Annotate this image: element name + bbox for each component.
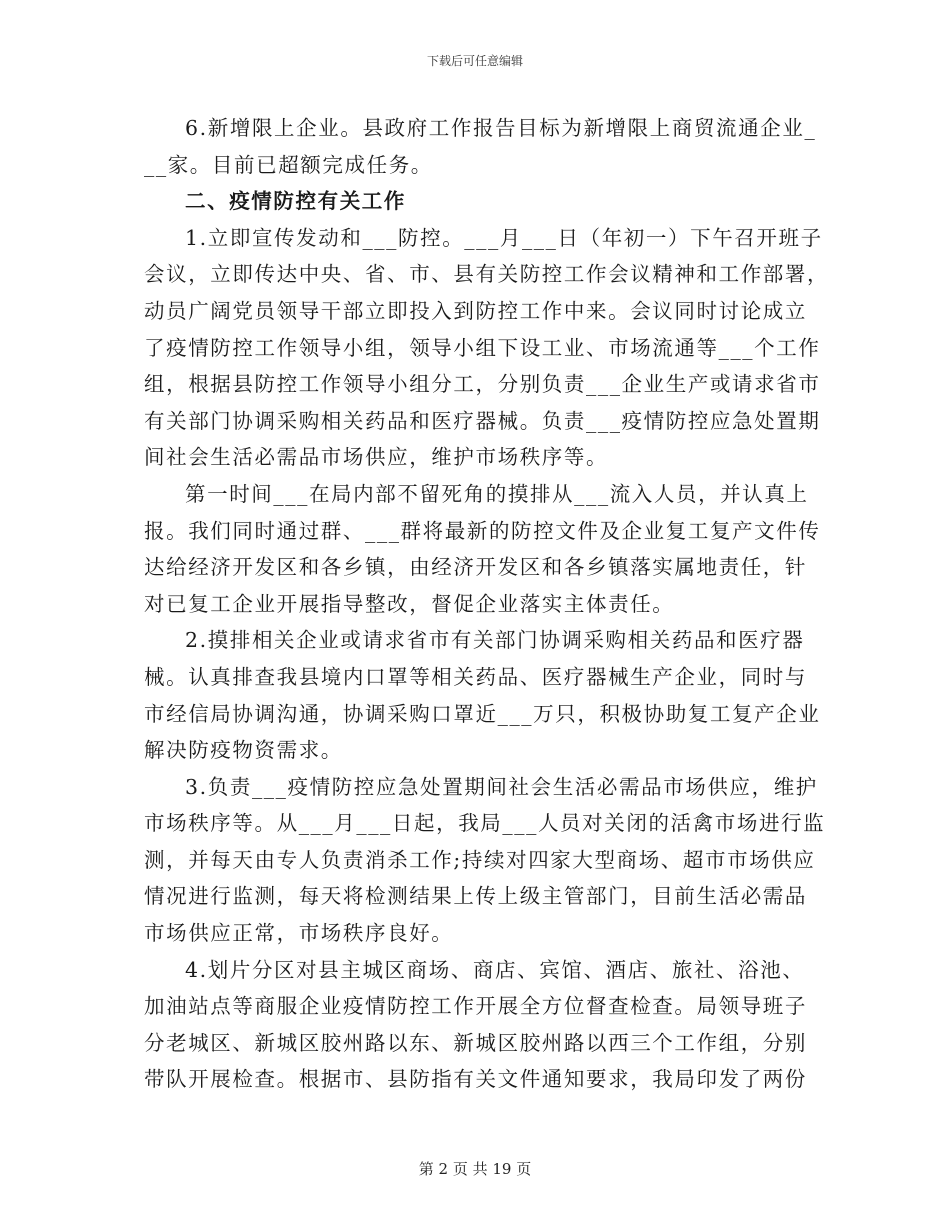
text-line: 了疫情防控工作领导小组，领导小组下设工业、市场流通等___个工作 xyxy=(144,335,821,360)
page-header: 下载后可任意编辑 xyxy=(426,54,523,68)
text-line: 1.立即宣传发动和___防控。___月___日（年初一）下午召开班子 xyxy=(185,225,823,250)
heading-text: 二、疫情防控有关工作 xyxy=(185,189,406,214)
paragraph-first-time xyxy=(144,476,821,622)
text-line: 2.摸排相关企业或请求省市有关部门协调采购相关药品和医疗器 xyxy=(185,628,805,653)
text-line: 市场秩序等。从___月___日起，我局___人员对关闭的活禽市场进行监 xyxy=(144,811,826,836)
text-line: 6.新增限上企业。县政府工作报告目标为新增限上商贸流通企业_ xyxy=(185,116,817,140)
paragraph-item-2 xyxy=(144,622,821,768)
text-line: 达给经济开发区和各乡镇，由经济开发区和各乡镇落实属地责任，针 xyxy=(144,555,807,580)
text-line: 加油站点等商服企业疫情防控工作开展全方位督查检查。局领导班子 xyxy=(144,994,807,1019)
text-line: 会议，立即传达中央、省、市、县有关防控工作会议精神和工作部署， xyxy=(144,262,830,287)
text-line: 市经信局协调沟通，协调采购口罩近___万只，积极协助复工复产企业 xyxy=(144,701,821,726)
paragraph-item-4 xyxy=(144,952,810,1098)
text-line: 有关部门协调采购相关药品和医疗器械。负责___疫情防控应急处置期 xyxy=(144,408,821,433)
text-line: 测，并每天由专人负责消杀工作;持续对四家大型商场、超市市场供应 xyxy=(144,847,816,872)
text-line: 报。我们同时通过群、___群将最新的防控文件及企业复工复产文件传 xyxy=(144,518,821,543)
text-line: 组，根据县防控工作领导小组分工，分别负责___企业生产或请求省市 xyxy=(144,372,821,397)
paragraph-item-3 xyxy=(144,769,826,952)
document-body xyxy=(144,110,830,1098)
paragraph-new-enterprises xyxy=(144,110,817,183)
text-line: 第一时间___在局内部不留死角的摸排从___流入人员，并认真上 xyxy=(185,481,809,506)
text-line: 市场供应正常，市场秩序良好。 xyxy=(144,921,454,946)
text-line: 情况进行监测，每天将检测结果上传上级主管部门，目前生活必需品 xyxy=(144,884,807,909)
text-line: 对已复工企业开展指导整改，督促企业落实主体责任。 xyxy=(144,591,675,616)
text-line: __家。目前已超额完成任务。 xyxy=(144,152,433,177)
text-line: 带队开展检查。根据市、县防指有关文件通知要求，我局印发了两份 xyxy=(144,1067,807,1092)
text-line: 3.负责___疫情防控应急处置期间社会生活必需品市场供应，维护 xyxy=(185,774,818,799)
text-line: 分老城区、新城区胶州路以东、新城区胶州路以西三个工作组，分别 xyxy=(144,1030,807,1055)
paragraph-item-1 xyxy=(144,220,830,476)
page-footer: 第 2 页 共 19 页 xyxy=(418,1160,532,1178)
text-line: 间社会生活必需品市场供应，维护市场秩序等。 xyxy=(144,445,609,470)
text-line: 动员广阔党员领导干部立即投入到防控工作中来。会议同时讨论成立 xyxy=(144,298,807,323)
section-heading xyxy=(144,183,810,220)
text-line: 4.划片分区对县主城区商场、商店、宾馆、酒店、旅社、浴池、 xyxy=(185,957,805,982)
text-line: 解决防疫物资需求。 xyxy=(144,738,343,763)
text-line: 械。认真排查我县境内口罩等相关药品、医疗器械生产企业，同时与 xyxy=(144,664,807,689)
